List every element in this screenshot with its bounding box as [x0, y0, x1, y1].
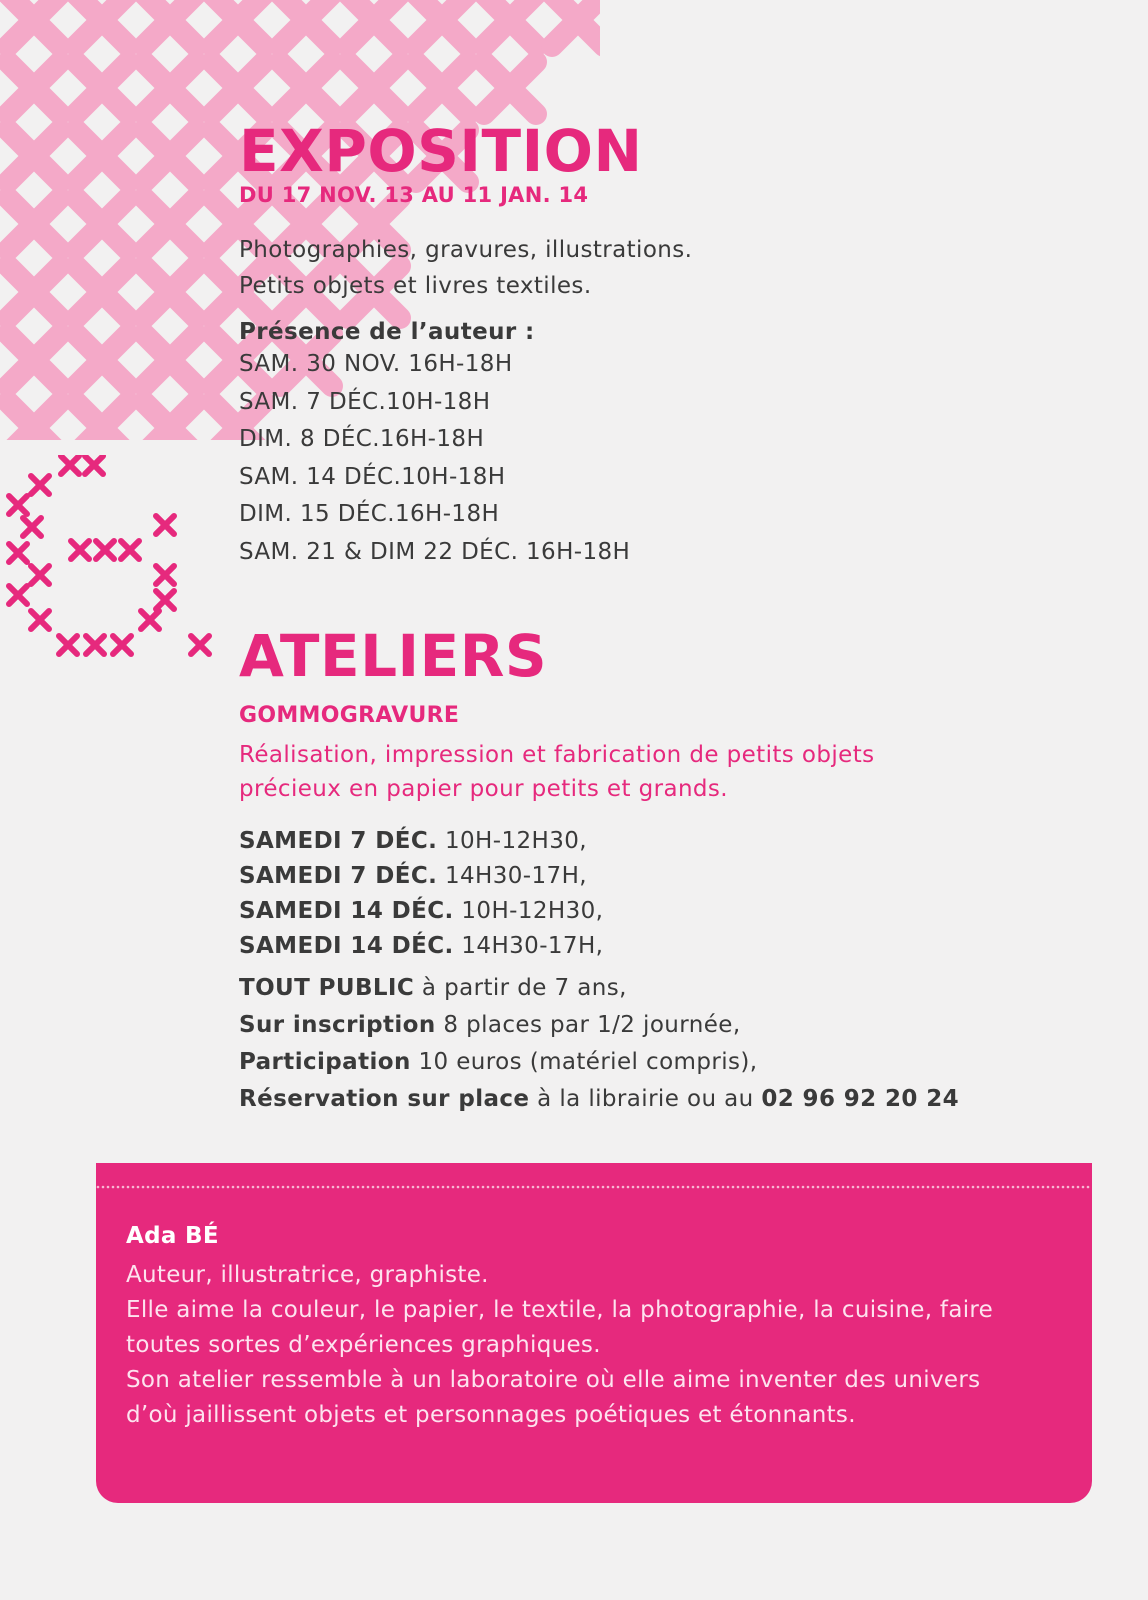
- pattern-cross: [76, 402, 128, 440]
- stitch-cross: [156, 516, 174, 534]
- pattern-cross: [212, 62, 264, 114]
- bio-line: Son atelier ressemble à un laboratoire où elle aime inventer des univers: [126, 1367, 981, 1393]
- slot-day: SAMEDI 14 DÉC.: [239, 933, 454, 959]
- stitch-cross: [85, 456, 103, 474]
- stitch-cross: [59, 636, 77, 654]
- workshop-description: [239, 738, 875, 806]
- pattern-cross: [76, 0, 128, 46]
- info-label: Participation: [239, 1049, 411, 1075]
- pattern-cross: [280, 62, 332, 114]
- slot-time: 14H30-17H,: [461, 933, 604, 959]
- slot-day: SAMEDI 7 DÉC.: [239, 828, 438, 854]
- pattern-cross: [484, 62, 536, 114]
- pattern-cross: [76, 62, 128, 114]
- workshop-name: GOMMOGRAVURE: [239, 703, 460, 728]
- presence-title: Présence de l’auteur :: [239, 319, 535, 345]
- stitch-cross: [191, 636, 209, 654]
- pattern-cross: [144, 0, 196, 46]
- presence-sessions: [239, 346, 630, 571]
- slot-time: 10H-12H30,: [461, 898, 604, 924]
- stitch-cross: [31, 611, 49, 629]
- slot-item: [239, 824, 603, 859]
- description-line: Réalisation, impression et fabrication de petits objets: [239, 742, 875, 768]
- info-label: Sur inscription: [239, 1012, 436, 1038]
- pattern-cross: [76, 334, 128, 386]
- workshop-info: [239, 970, 959, 1118]
- session-item: DIM. 15 DÉC.16H-18H: [239, 501, 500, 527]
- pattern-cross: [144, 198, 196, 250]
- bio-line: Elle aime la couleur, le papier, le textile, la photographie, la cuisine, faire: [126, 1297, 994, 1323]
- exposition-description: [239, 232, 692, 304]
- stitch-cross: [86, 636, 104, 654]
- info-text: à partir de 7 ans,: [421, 975, 627, 1001]
- ateliers-title: ATELIERS: [239, 622, 548, 690]
- stitch-cross: [9, 496, 27, 514]
- pattern-cross: [76, 130, 128, 182]
- pattern-cross: [8, 334, 60, 386]
- pattern-cross: [144, 130, 196, 182]
- pattern-cross: [416, 0, 468, 46]
- stitch-cross: [31, 566, 49, 584]
- pattern-cross: [8, 130, 60, 182]
- pattern-cross: [212, 0, 264, 46]
- pattern-cross: [552, 0, 600, 46]
- info-registration: [239, 1007, 959, 1044]
- exposition-title: EXPOSITION: [239, 117, 643, 185]
- pattern-cross: [280, 0, 332, 46]
- author-bio-box: [96, 1163, 1092, 1503]
- info-audience: [239, 970, 959, 1007]
- slot-time: 10H-12H30,: [444, 828, 587, 854]
- pattern-cross: [144, 62, 196, 114]
- slot-time: 14H30-17H,: [444, 863, 587, 889]
- pattern-cross: [8, 198, 60, 250]
- bio-line: Auteur, illustratrice, graphiste.: [126, 1262, 489, 1288]
- session-item: SAM. 21 & DIM 22 DÉC. 16H-18H: [239, 538, 631, 565]
- stitch-cross: [61, 456, 79, 474]
- pattern-cross: [144, 334, 196, 386]
- pattern-cross: [8, 62, 60, 114]
- session-item: DIM. 8 DÉC.16H-18H: [239, 426, 485, 452]
- stitch-cross: [113, 636, 131, 654]
- stitch-cross: [96, 541, 114, 559]
- stitch-cross: [141, 611, 159, 629]
- pattern-cross: [76, 266, 128, 318]
- stitch-cross: [121, 541, 139, 559]
- stitch-cross: [156, 591, 174, 609]
- info-text: 8 places par 1/2 journée,: [443, 1012, 741, 1038]
- pattern-cross: [8, 266, 60, 318]
- slot-day: SAMEDI 7 DÉC.: [239, 863, 438, 889]
- author-name: Ada BÉ: [126, 1223, 219, 1249]
- stitch-cross: [31, 476, 49, 494]
- stitched-ampersand-decoration: [0, 455, 230, 675]
- info-text: à la librairie ou au: [537, 1086, 754, 1112]
- bio-line: toutes sortes d’expériences graphiques.: [126, 1332, 601, 1358]
- stitch-cross: [9, 544, 27, 562]
- session-item: SAM. 14 DÉC.10H-18H: [239, 463, 506, 490]
- info-booking: [239, 1081, 959, 1118]
- session-item: SAM. 30 NOV. 16H-18H: [239, 351, 513, 377]
- info-label: Réservation sur place: [239, 1086, 530, 1112]
- slot-day: SAMEDI 14 DÉC.: [239, 898, 454, 924]
- stitch-cross: [23, 518, 41, 536]
- pattern-cross: [76, 198, 128, 250]
- stitch-cross: [156, 566, 174, 584]
- author-bio: [126, 1219, 993, 1433]
- session-item: SAM. 7 DÉC.10H-18H: [239, 388, 491, 415]
- slot-item: [239, 929, 603, 964]
- info-text: 10 euros (matériel compris),: [418, 1049, 758, 1075]
- workshop-slots: [239, 824, 603, 964]
- pattern-cross: [484, 0, 536, 46]
- dotted-divider: [96, 1184, 1092, 1190]
- info-label: TOUT PUBLIC: [239, 975, 415, 1001]
- exposition-dates: DU 17 NOV. 13 AU 11 JAN. 14: [239, 183, 589, 207]
- description-line: précieux en papier pour petits et grands.: [239, 776, 729, 802]
- stitch-cross: [9, 586, 27, 604]
- slot-item: [239, 894, 603, 929]
- phone-number: 02 96 92 20 24: [761, 1086, 960, 1112]
- pattern-cross: [416, 62, 468, 114]
- pattern-cross: [144, 402, 196, 440]
- pattern-cross: [348, 62, 400, 114]
- description-line: Petits objets et livres textiles.: [239, 273, 592, 299]
- pattern-cross: [144, 266, 196, 318]
- pattern-cross: [8, 402, 60, 440]
- bio-line: d’où jaillissent objets et personnages poétiques et étonnants.: [126, 1402, 856, 1428]
- stitch-cross: [71, 541, 89, 559]
- description-line: Photographies, gravures, illustrations.: [239, 237, 693, 263]
- info-price: [239, 1044, 959, 1081]
- pattern-cross: [348, 0, 400, 46]
- pattern-cross: [8, 0, 60, 46]
- slot-item: [239, 859, 603, 894]
